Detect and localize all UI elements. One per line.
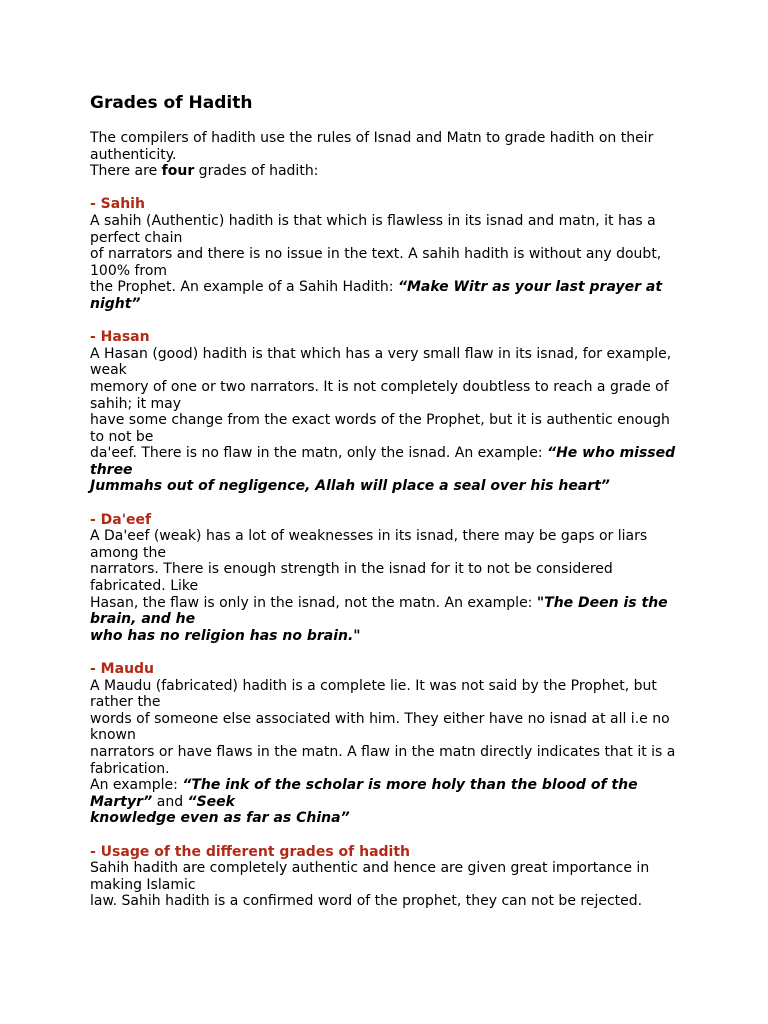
- section-maudu: [90, 661, 675, 827]
- intro-emphasis: four: [161, 163, 195, 180]
- body-line: weak: [90, 362, 127, 379]
- body-line: [90, 628, 675, 645]
- quote-mark: ": [536, 594, 545, 611]
- body-line: rather the: [90, 694, 161, 711]
- body-line: A Da'eef (weak) has a lot of weaknesses in its isnad, there may be gaps or liars: [90, 528, 648, 545]
- section-daeef: [90, 512, 675, 645]
- body-line: [90, 462, 675, 479]
- body-line: [90, 445, 675, 462]
- body-line: memory of one or two narrators. It is not completely doubtless to reach a grade of: [90, 378, 669, 395]
- body-line: [90, 777, 675, 794]
- hadith-quote: night”: [90, 295, 141, 312]
- body-line: perfect chain: [90, 229, 183, 246]
- body-line: [90, 279, 675, 296]
- body-text: Hasan, the flaw is only in the isnad, not the matn. An example:: [90, 594, 537, 611]
- body-line: 100% from: [90, 262, 168, 279]
- body-line: Sahih hadith are completely authentic and hence are given great importance in: [90, 860, 650, 877]
- hadith-quote: Martyr”: [90, 793, 153, 810]
- body-line: A Hasan (good) hadith is that which has a very small flaw in its isnad, for example,: [90, 345, 672, 362]
- section-heading: - Maudu: [90, 661, 155, 677]
- intro-text: There are: [90, 163, 162, 180]
- body-line: [90, 794, 675, 811]
- body-line: A Maudu (fabricated) hadith is a complete lie. It was not said by the Prophet, but: [90, 677, 657, 694]
- body-line: of narrators and there is no issue in the text. A sahih hadith is without any doubt,: [90, 246, 662, 263]
- body-line: fabricated. Like: [90, 578, 199, 595]
- body-text: the Prophet. An example of a Sahih Hadith:: [90, 279, 398, 296]
- section-hasan: [90, 329, 675, 495]
- body-line: making Islamic: [90, 876, 196, 893]
- section-heading: - Usage of the different grades of hadith: [90, 843, 410, 860]
- body-line: have some change from the exact words of the Prophet, but it is authentic enough: [90, 412, 670, 429]
- body-line: sahih; it may: [90, 395, 182, 412]
- body-line: to not be: [90, 428, 154, 445]
- intro-text: grades of hadith:: [194, 163, 319, 180]
- body-line: narrators or have flaws in the matn. A flaw in the matn directly indicates that it is a: [90, 743, 676, 760]
- hadith-quote: knowledge even as far as China”: [90, 810, 350, 827]
- section-usage: [90, 844, 675, 910]
- intro-paragraph: [90, 130, 675, 180]
- body-text: da'eef. There is no flaw in the matn, only the isnad. An example:: [90, 445, 548, 462]
- body-line: narrators. There is enough strength in the isnad for it to not be considered: [90, 561, 613, 578]
- section-heading: - Hasan: [90, 329, 150, 346]
- hadith-quote: “He who missed: [547, 445, 676, 462]
- hadith-quote: “The ink of the scholar is more holy than the blood of the: [182, 777, 638, 794]
- hadith-quote: The Deen is the: [544, 594, 668, 611]
- body-line: [90, 478, 675, 495]
- body-text: An example:: [90, 777, 183, 794]
- section-sahih: [90, 196, 675, 312]
- hadith-quote: “Seek: [187, 793, 235, 810]
- hadith-quote: three: [90, 461, 133, 478]
- body-text: and: [152, 793, 188, 810]
- page-title: Grades of Hadith: [90, 93, 253, 113]
- section-heading: - Da'eef: [90, 511, 152, 528]
- body-line: [90, 296, 675, 313]
- hadith-quote: who has no religion has no brain.: [90, 627, 354, 644]
- intro-line: authenticity.: [90, 146, 177, 163]
- section-heading: - Sahih: [90, 196, 145, 213]
- body-line: A sahih (Authentic) hadith is that which is flawless in its isnad and matn, it has a: [90, 212, 656, 229]
- intro-line: The compilers of hadith use the rules of Isnad and Matn to grade hadith on their: [90, 130, 654, 146]
- hadith-quote: “Make Witr as your last prayer at: [397, 279, 663, 296]
- body-line: [90, 611, 675, 628]
- body-line: [90, 810, 675, 827]
- body-line: fabrication.: [90, 760, 170, 777]
- hadith-quote: brain, and he: [90, 611, 196, 628]
- body-line: among the: [90, 544, 166, 561]
- body-line: law. Sahih hadith is a confirmed word of the prophet, they can not be rejected.: [90, 893, 643, 910]
- quote-mark: ": [353, 627, 361, 644]
- body-line: [90, 595, 675, 612]
- body-line: known: [90, 727, 136, 744]
- intro-line: [90, 163, 675, 180]
- body-line: words of someone else associated with him. They either have no isnad at all i.e no: [90, 710, 670, 727]
- document-page: [90, 92, 675, 910]
- hadith-quote: Jummahs out of negligence, Allah will place a seal over his heart”: [90, 478, 610, 495]
